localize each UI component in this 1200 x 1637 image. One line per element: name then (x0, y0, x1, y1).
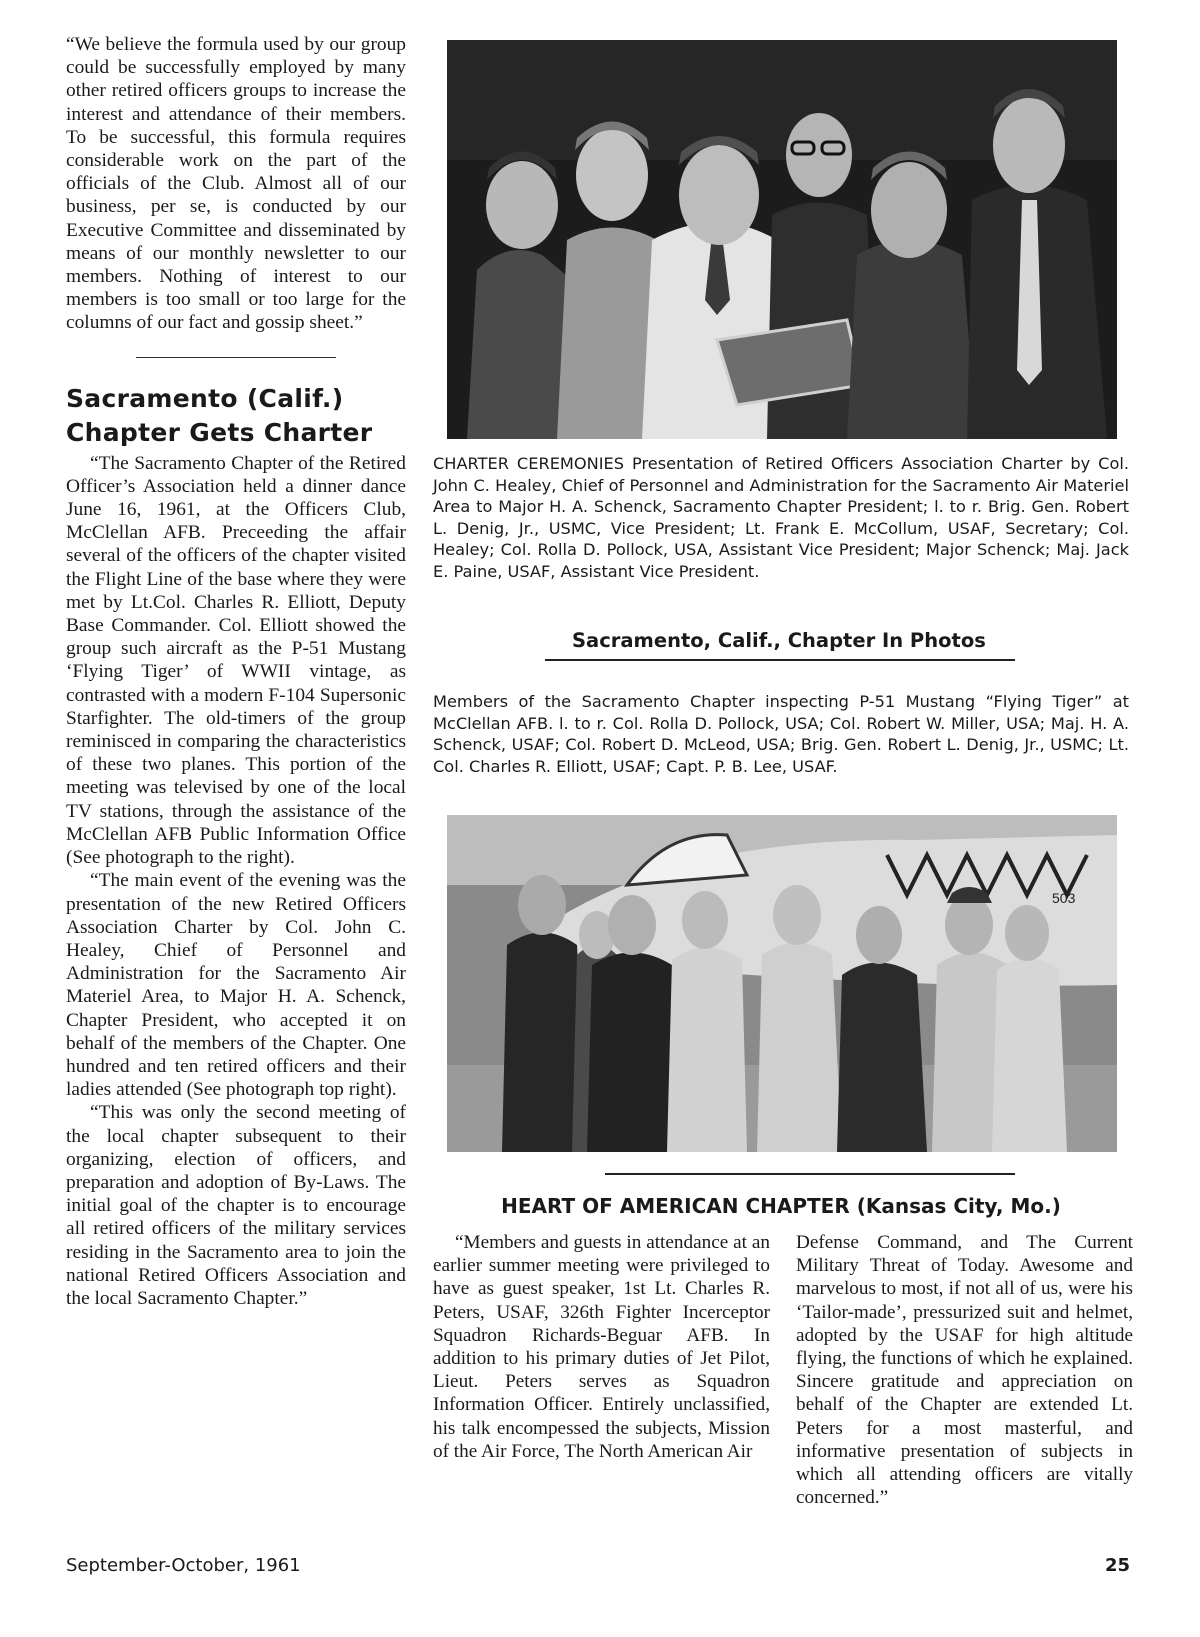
charter-ceremony-photo (447, 40, 1117, 439)
article-headline (66, 382, 406, 450)
issue-date: September-October, 1961 (66, 1555, 301, 1576)
page-number: 25 (1104, 1555, 1130, 1576)
intro-quote-paragraph: “We believe the formula used by our group could be successfully employed by many other retired officers groups to increase the interest and attendance of their members. To be successful, this formula requires considerable work on the part of the officials of the Club. Almost all of our business, per se, is conducted by our Executive Committee and disseminated by means of our monthly newsletter to our members. Nothing of interest to our members is too small or too large for the columns of our fact and gossip sheet.” (66, 34, 406, 334)
article-paragraph: “The main event of the evening was the presentation of the new Retired Officers Association Charter by Col. John C. Healey, Chief of Personnel and Administration for the Sacramento Air Materiel Area, to Major H. A. Schenck, Chapter President, who accepted it on behalf of the members of the Chapter. One hundred and ten retired officers and their ladies attended (See photograph top right). (66, 870, 406, 1101)
photos-section-heading: Sacramento, Calif., Chapter In Photos (572, 629, 986, 652)
section-divider (136, 357, 336, 358)
heart-article-column-1 (433, 1231, 770, 1463)
mustang-inspection-illustration (447, 815, 1117, 1152)
heart-chapter-heading: HEART OF AMERICAN CHAPTER (Kansas City, Mo.) (501, 1194, 1061, 1218)
heart-article-column-2 (796, 1231, 1133, 1509)
mustang-inspection-caption: Members of the Sacramento Chapter inspecting P-51 Mustang “Flying Tiger” at McClellan AFB. l. to r. Col. Rolla D. Pollock, USA; Col. Robert W. Miller, USA; Maj. H. A. Schenck, USAF; Col. Robert D. McLeod, USA; Brig. Gen. Robert L. Denig, Jr., USMC; Lt. Col. Charles R. Elliott, USAF; Capt. P. B. Lee, USAF. (433, 692, 1129, 776)
article-paragraph: “The Sacramento Chapter of the Retired Officer’s Association held a dinner dance June 16, 1961, at the Officers Club, McClellan AFB. Preceeding the affair several of the officers of the chapter visited the Flight Line of the base where they were met by Lt.Col. Charles R. Elliott, Deputy Base Commander. Col. Elliott showed the group such aircraft as the P-51 Mustang ‘Flying Tiger’ of WWII vintage, as contrasted with a modern F-104 Supersonic Starfighter. The old-timers of the group reminisced in comparing the characteristics of these two planes. This portion of the meeting was televised by one of the local TV stations, through the assistance of the McClellan AFB Public Information Office (See photograph to the right). (66, 452, 406, 869)
heart-article-text-1: “Members and guests in attendance at an earlier summer meeting were privileged to have as guest speaker, 1st Lt. Charles R. Peters, USAF, 326th Fighter Incerceptor Squadron Richards-Beguar AFB. In addition to his primary duties of Jet Pilot, Lieut. Peters serves as Squadron Information Officer. Entirely unclassified, his talk encompessed the subjects, Mission of the Air Force, The North American Air (433, 1232, 770, 1462)
article-paragraph: “This was only the second meeting of the local chapter subsequent to their organizing, election of officers, and preparation and adoption of By-Laws. The initial goal of the chapter is to encourage all retired officers of the military services residing in the Sacramento area to join the national Retired Officers Association and the local Sacramento Chapter.” (66, 1102, 406, 1309)
heart-section-rule (605, 1173, 1015, 1175)
heart-article-text-2: Defense Command, and The Current Military Threat of Today. Awesome and marvelous to most, if not all of us, were his ‘Tailor-made’, pressurized suit and helmet, adopted by the USAF for high altitude flying, the functions of which he explained. Sincere gratitude and appreciation on behalf of the Chapter are extended Lt. Peters for a most masterful, and informative presentation of subjects in which all attending officers are vitally concerned.” (796, 1232, 1133, 1509)
charter-ceremony-caption: CHARTER CEREMONIES Presentation of Retired Officers Association Charter by Col. John C. Healey, Chief of Personnel and Administration for the Sacramento Air Materiel Area to Major H. A. Schenck, Sacramento Chapter President; l. to r. Brig. Gen. Robert L. Denig, Jr., USMC, Vice President; Lt. Frank E. McCollum, USAF, Secretary; Col. Healey; Col. Rolla D. Pollock, USA, Assistant Vice President; Major Schenck; Maj. Jack E. Paine, USAF, Assistant Vice President. (433, 454, 1129, 581)
headline-line-1: Sacramento (Calif.) (66, 383, 344, 413)
photos-heading-rule (545, 659, 1015, 661)
headline-line-2: Chapter Gets Charter (66, 417, 373, 447)
mustang-inspection-photo (447, 815, 1117, 1152)
plane-number-label: 503 (1052, 890, 1076, 906)
left-column (66, 33, 406, 1310)
charter-ceremony-illustration (447, 40, 1117, 439)
